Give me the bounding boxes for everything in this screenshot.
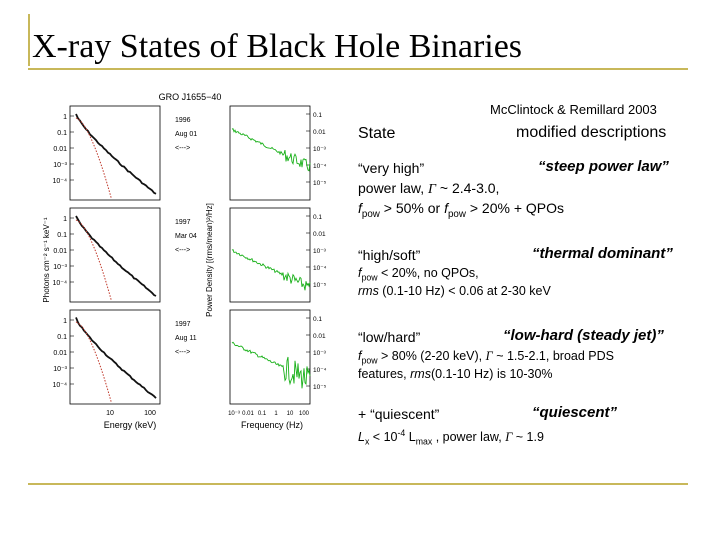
panel-range-label: <---> bbox=[175, 145, 191, 152]
pds-ytick-label: 10⁻⁴ bbox=[313, 367, 327, 374]
panel-date-label: Aug 11 bbox=[175, 335, 197, 342]
panel-date-label: Aug 01 bbox=[175, 131, 198, 138]
panel-year-label: 1997 bbox=[175, 321, 191, 328]
panel-year-label: 1997 bbox=[175, 219, 191, 226]
pds-xtick-label: 1 bbox=[274, 411, 278, 417]
spectrum-ytick-label: 0.1 bbox=[57, 130, 67, 137]
row2-detail-line1: $f_{pow} < 20\%$, no QPOs, bbox=[358, 266, 479, 283]
spectrum-ytick-label: 0.01 bbox=[53, 350, 67, 357]
figure-source-label: GRO J1655−40 bbox=[158, 92, 222, 102]
pds-xtick-label: 100 bbox=[298, 411, 310, 417]
spectrum-ytick-label: 10⁻³ bbox=[53, 264, 67, 271]
spectrum-xtick-label: 100 bbox=[144, 410, 156, 417]
pds-ytick-label: 10⁻³ bbox=[313, 350, 326, 357]
pds-xtick-label: 0.1 bbox=[257, 411, 267, 417]
spectrum-ytick-label: 1 bbox=[63, 114, 67, 121]
pds-ytick-label: 0.01 bbox=[313, 129, 326, 136]
pds-curve bbox=[232, 250, 310, 291]
pds-ytick-label: 0.1 bbox=[313, 316, 323, 323]
spectrum-ytick-label: 1 bbox=[63, 318, 67, 325]
pds-panel-frame bbox=[230, 106, 310, 200]
state-low-hard: “low/hard” bbox=[358, 329, 421, 345]
panel-year-label: 1996 bbox=[175, 117, 191, 124]
pds-xtick-label: 10⁻³ bbox=[228, 411, 240, 417]
left-xlabel: Energy (keV) bbox=[103, 420, 157, 430]
right-xlabel: Frequency (Hz) bbox=[240, 420, 304, 430]
spectra-figure bbox=[40, 88, 335, 433]
spectrum-ytick-label: 10⁻⁴ bbox=[52, 178, 67, 185]
spectrum-data-curve bbox=[76, 317, 156, 398]
desc-thermal-dominant: “thermal dominant” bbox=[532, 245, 673, 262]
spectrum-data-curve bbox=[76, 114, 156, 194]
spectrum-thermal-model bbox=[76, 118, 111, 198]
spectrum-ytick-label: 0.01 bbox=[53, 146, 67, 153]
spectrum-ytick-label: 1 bbox=[63, 216, 67, 223]
spectrum-data-curve bbox=[76, 216, 156, 296]
pds-ytick-label: 0.01 bbox=[313, 231, 326, 238]
descriptions-column-header: modified descriptions bbox=[516, 124, 667, 141]
title-accent-rule bbox=[28, 14, 30, 66]
reference-citation: McClintock & Remillard 2003 bbox=[490, 102, 657, 117]
row1-detail-line2: $f_{pow} > 50\%$ or $f_{pow} > 20\%$ + QPOs bbox=[358, 200, 565, 220]
middle-ylabel: Power Density [(rms/mean)²/Hz] bbox=[205, 203, 214, 317]
spectrum-xtick-label: 10 bbox=[106, 410, 114, 417]
pds-ytick-label: 10⁻⁵ bbox=[313, 384, 327, 391]
spectrum-thermal-model bbox=[76, 220, 111, 300]
pds-ytick-label: 10⁻³ bbox=[313, 146, 326, 153]
row1-detail-line1: power law, Γ ~ 2.4-3.0, bbox=[358, 180, 500, 197]
title-underline bbox=[28, 68, 688, 70]
row2-detail-line2: rms (0.1-10 Hz) < 0.06 at 2-30 keV bbox=[358, 284, 551, 298]
row3-detail-line1: $f_{pow} > 80\%$ (2-20 keV), Γ ~ 1.5-2.1, broad PDS bbox=[358, 349, 614, 366]
pds-ytick-label: 10⁻⁵ bbox=[313, 180, 327, 187]
desc-steep-power-law: “steep power law” bbox=[538, 158, 669, 175]
spectrum-ytick-label: 10⁻⁴ bbox=[52, 382, 67, 389]
pds-curve bbox=[232, 342, 310, 388]
panel-range-label: <---> bbox=[175, 349, 191, 356]
pds-ytick-label: 0.1 bbox=[313, 112, 323, 119]
slide-title: X-ray States of Black Hole Binaries bbox=[32, 28, 523, 65]
desc-quiescent: “quiescent” bbox=[532, 404, 618, 421]
row4-detail-line1: $L_x < 10^{-4}$ $L_{max}$ , power law, Γ ~ 1.9 bbox=[358, 428, 544, 447]
left-ylabel: Photons cm⁻² s⁻¹ keV⁻¹ bbox=[42, 217, 51, 303]
spectrum-ytick-label: 10⁻⁴ bbox=[52, 280, 67, 287]
spectrum-ytick-label: 10⁻³ bbox=[53, 162, 67, 169]
spectrum-thermal-model bbox=[76, 322, 111, 402]
pds-ytick-label: 10⁻⁴ bbox=[313, 265, 327, 272]
spectrum-ytick-label: 0.1 bbox=[57, 334, 67, 341]
footer-rule bbox=[28, 483, 688, 485]
pds-ytick-label: 10⁻⁴ bbox=[313, 163, 327, 170]
pds-ytick-label: 10⁻³ bbox=[313, 248, 326, 255]
spectrum-ytick-label: 0.1 bbox=[57, 232, 67, 239]
pds-panel-frame bbox=[230, 310, 310, 404]
desc-low-hard-steady-jet: “low-hard (steady jet)” bbox=[503, 327, 664, 344]
spectrum-ytick-label: 0.01 bbox=[53, 248, 67, 255]
state-column-header: State bbox=[358, 125, 396, 142]
pds-curve bbox=[232, 129, 310, 171]
pds-ytick-label: 10⁻⁵ bbox=[313, 282, 327, 289]
panel-range-label: <---> bbox=[175, 247, 191, 254]
pds-ytick-label: 0.01 bbox=[313, 333, 326, 340]
state-quiescent: + “quiescent” bbox=[358, 406, 440, 422]
pds-xtick-label: 10 bbox=[286, 411, 294, 417]
state-very-high: “very high” bbox=[358, 160, 425, 176]
state-high-soft: “high/soft” bbox=[358, 247, 421, 263]
spectrum-ytick-label: 10⁻³ bbox=[53, 366, 67, 373]
pds-ytick-label: 0.1 bbox=[313, 214, 323, 221]
panel-date-label: Mar 04 bbox=[175, 233, 197, 240]
row3-detail-line2: features, rms(0.1-10 Hz) is 10-30% bbox=[358, 367, 553, 381]
pds-xtick-label: 0.01 bbox=[242, 411, 254, 417]
